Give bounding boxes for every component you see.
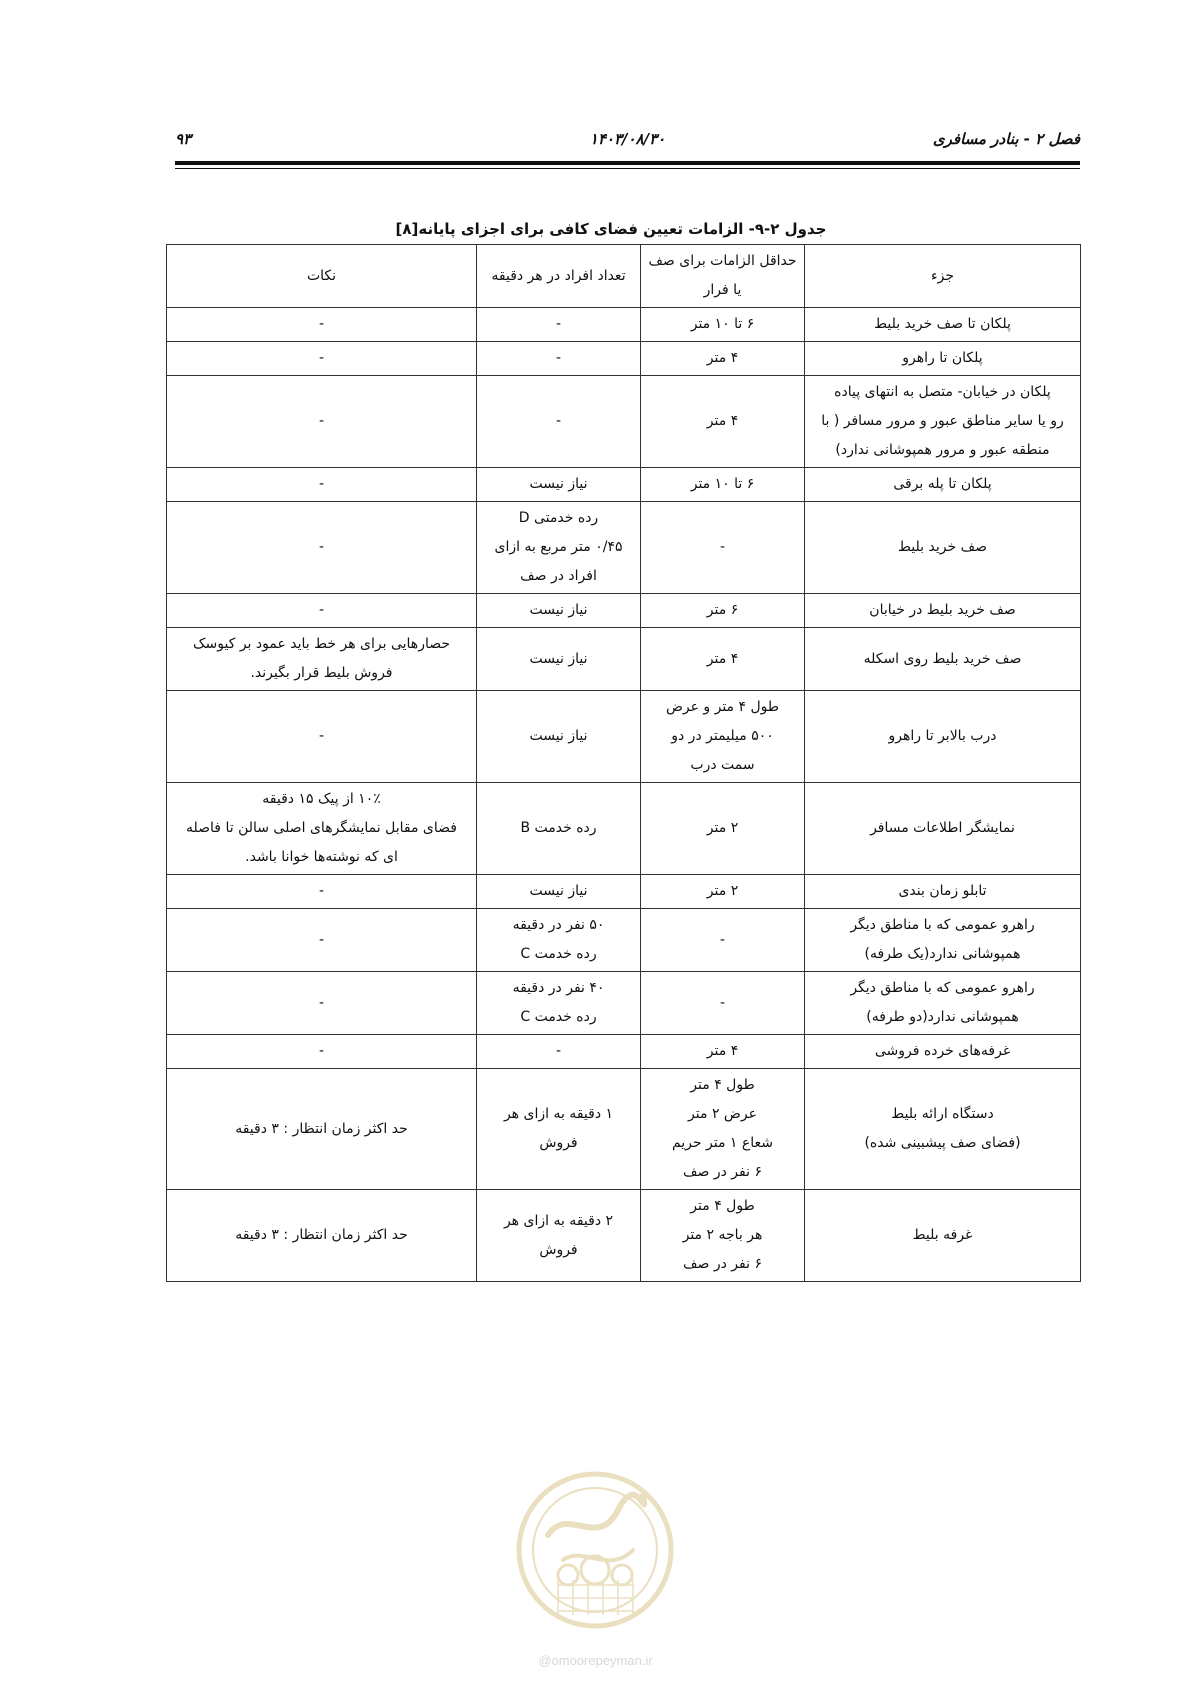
cell-text: ۴ متر (706, 350, 739, 366)
cell-text: همپوشانی ندارد(دو طرفه) (866, 1009, 1019, 1025)
cell-people-per-minute (477, 1190, 641, 1282)
cell-part (805, 628, 1081, 691)
cell-part (805, 342, 1081, 376)
cell-text: صف خرید بلیط (898, 539, 987, 555)
cell-min-requirements (641, 468, 805, 502)
cell-min-requirements (641, 1069, 805, 1190)
cell-notes (167, 1190, 477, 1282)
cell-text: منطقه عبور و مرور همپوشانی ندارد) (835, 442, 1050, 458)
cell-min-requirements (641, 972, 805, 1035)
cell-min-requirements (641, 308, 805, 342)
cell-people-per-minute (477, 308, 641, 342)
cell-people-per-minute (477, 875, 641, 909)
cell-text: شعاع ۱ متر حریم (671, 1135, 774, 1151)
cell-text: رو یا سایر مناطق عبور و مرور مسافر ( با (821, 413, 1064, 429)
cell-notes (167, 783, 477, 875)
cell-min-requirements (641, 376, 805, 468)
table-row (167, 1190, 1081, 1282)
cell-text: پلکان تا پله برقی (893, 476, 992, 492)
table-row (167, 376, 1081, 468)
cell-text: هر باجه ۲ متر (682, 1227, 763, 1243)
cell-text: - (318, 476, 325, 492)
cell-text: رده خدمتی D (518, 510, 599, 526)
cell-text: ۲ متر (706, 820, 739, 836)
cell-people-per-minute (477, 502, 641, 594)
cell-text: - (555, 316, 562, 332)
cell-text: نیاز نیست (529, 602, 588, 618)
cell-text: غرفه‌های خرده فروشی (874, 1043, 1011, 1059)
cell-text: ۶ تا ۱۰ متر (690, 476, 755, 492)
cell-text: - (318, 1043, 325, 1059)
cell-people-per-minute (477, 909, 641, 972)
table-row (167, 691, 1081, 783)
cell-part (805, 972, 1081, 1035)
cell-min-requirements (641, 875, 805, 909)
cell-text: نمایشگر اطلاعات مسافر (870, 820, 1015, 836)
cell-text: ۶ تا ۱۰ متر (690, 316, 755, 332)
cell-text: - (318, 994, 325, 1011)
cell-text: - (318, 931, 325, 948)
table-row (167, 783, 1081, 875)
cell-part (805, 502, 1081, 594)
cell-part (805, 594, 1081, 628)
cell-people-per-minute (477, 376, 641, 468)
cell-text: درب بالابر تا راهرو (888, 728, 997, 744)
header-rule-thin (175, 168, 1080, 169)
cell-text: - (318, 602, 325, 618)
cell-notes (167, 468, 477, 502)
header-people-per-minute: تعداد افراد در هر دقیقه (477, 245, 641, 308)
page-number: ۹۳ (175, 130, 192, 148)
cell-min-requirements (641, 342, 805, 376)
cell-notes (167, 502, 477, 594)
cell-notes (167, 909, 477, 972)
cell-text: پلکان در خیابان- متصل به انتهای پیاده (834, 384, 1051, 400)
cell-text: دستگاه ارائه بلیط (891, 1106, 994, 1122)
cell-people-per-minute (477, 594, 641, 628)
cell-text: ۴ متر (706, 650, 739, 667)
cell-notes (167, 1069, 477, 1190)
cell-text: فروش بلیط قرار بگیرند. (250, 665, 393, 681)
omoorepeyman-logo-icon (508, 1455, 683, 1650)
cell-notes (167, 376, 477, 468)
cell-text: طول ۴ متر (690, 1077, 755, 1093)
table-row (167, 875, 1081, 909)
table-row (167, 308, 1081, 342)
cell-part (805, 909, 1081, 972)
cell-text: فروش (539, 1135, 578, 1151)
watermark (508, 1455, 683, 1675)
requirements-table (166, 244, 1081, 1282)
cell-notes (167, 594, 477, 628)
cell-text: ۲ متر (706, 883, 739, 899)
cell-part (805, 468, 1081, 502)
cell-min-requirements (641, 909, 805, 972)
cell-people-per-minute (477, 1069, 641, 1190)
cell-text: - (318, 413, 325, 429)
cell-text: - (318, 728, 325, 744)
cell-text: پلکان تا صف خرید بلیط (874, 316, 1011, 332)
cell-text: ۶ نفر در صف (683, 1256, 762, 1272)
cell-people-per-minute (477, 972, 641, 1035)
cell-text: همپوشانی ندارد(یک طرفه) (864, 946, 1021, 962)
cell-notes (167, 308, 477, 342)
table-caption: جدول ۲-۹- الزامات تعیین فضای کافی برای اجزای پایانه[۸] (395, 220, 827, 238)
cell-notes (167, 875, 477, 909)
cell-text: - (555, 413, 562, 429)
cell-text: راهرو عمومی که با مناطق دیگر (850, 917, 1035, 933)
cell-text: رده خدمت C (520, 946, 597, 962)
cell-text: سمت درب (690, 757, 755, 773)
table-row (167, 628, 1081, 691)
cell-notes (167, 1035, 477, 1069)
table-row (167, 972, 1081, 1035)
cell-people-per-minute (477, 628, 641, 691)
cell-text: حد اکثر زمان انتظار : ۳ دقیقه (235, 1227, 408, 1243)
table-row (167, 1069, 1081, 1190)
cell-people-per-minute (477, 691, 641, 783)
cell-text: ۰/۴۵ متر مربع به ازای (494, 539, 623, 555)
cell-part (805, 1069, 1081, 1190)
cell-text: ۱۰٪ از پیک ۱۵ دقیقه (262, 791, 381, 807)
cell-text: - (719, 994, 726, 1011)
cell-text: ۶ نفر در صف (683, 1164, 762, 1180)
chapter-title: فصل ۲ - بنادر مسافری (932, 130, 1080, 148)
cell-part (805, 1035, 1081, 1069)
cell-notes (167, 691, 477, 783)
cell-text: فضای مقابل نمایشگرهای اصلی سالن تا فاصله (186, 820, 457, 836)
cell-text: نیاز نیست (529, 883, 588, 899)
table-header-row (167, 245, 1081, 308)
cell-min-requirements (641, 1035, 805, 1069)
cell-text: ای که نوشته‌ها خوانا باشد. (245, 849, 398, 865)
cell-text: ۶ متر (706, 602, 739, 618)
table-row (167, 342, 1081, 376)
cell-text: (فضای صف پیشبینی شده) (864, 1135, 1021, 1151)
cell-text: ۴ متر (706, 413, 739, 429)
cell-part (805, 691, 1081, 783)
cell-text: - (719, 539, 726, 555)
table-row (167, 468, 1081, 502)
cell-text: - (318, 350, 325, 366)
cell-text: حد اکثر زمان انتظار : ۳ دقیقه (235, 1120, 408, 1137)
header-min-requirements: حداقل الزامات برای صف یا فرار (641, 245, 805, 308)
cell-text: - (318, 539, 325, 555)
cell-people-per-minute (477, 342, 641, 376)
cell-text: نیاز نیست (529, 476, 588, 492)
cell-text: ۵۰ نفر در دقیقه (512, 917, 605, 933)
cell-min-requirements (641, 691, 805, 783)
header-date: ۱۴۰۳/۰۸/۳۰ (589, 130, 666, 148)
cell-min-requirements (641, 783, 805, 875)
cell-text: پلکان تا راهرو (902, 350, 983, 366)
cell-text: ۲ دقیقه به ازای هر (503, 1212, 614, 1229)
cell-text: صف خرید بلیط در خیابان (869, 602, 1016, 618)
cell-part (805, 1190, 1081, 1282)
cell-text: صف خرید بلیط روی اسکله (863, 650, 1022, 667)
cell-text: فروش (539, 1241, 578, 1258)
cell-min-requirements (641, 1190, 805, 1282)
cell-people-per-minute (477, 783, 641, 875)
cell-part (805, 376, 1081, 468)
cell-text: رده خدمت C (520, 1009, 597, 1025)
cell-min-requirements (641, 594, 805, 628)
cell-text: - (555, 350, 562, 366)
cell-part (805, 308, 1081, 342)
cell-text: - (318, 316, 325, 332)
cell-text: نیاز نیست (529, 650, 588, 667)
cell-part (805, 783, 1081, 875)
header-part: جزء (805, 245, 1081, 308)
table-row (167, 594, 1081, 628)
cell-min-requirements (641, 502, 805, 594)
page-header (175, 130, 1080, 154)
table-row (167, 909, 1081, 972)
header-notes: نکات (167, 245, 477, 308)
cell-text: طول ۴ متر و عرض (665, 699, 780, 715)
cell-text: رده خدمت B (520, 820, 597, 836)
cell-notes (167, 342, 477, 376)
cell-text: تابلو زمان بندی (898, 883, 987, 899)
table-body (167, 308, 1081, 1282)
cell-text: راهرو عمومی که با مناطق دیگر (850, 980, 1035, 996)
header-rule (175, 161, 1080, 165)
cell-text: طول ۴ متر (690, 1198, 755, 1214)
cell-text: ۴۰ نفر در دقیقه (512, 980, 605, 996)
cell-part (805, 875, 1081, 909)
cell-people-per-minute (477, 468, 641, 502)
cell-text: ۱ دقیقه به ازای هر (503, 1106, 614, 1122)
cell-min-requirements (641, 628, 805, 691)
cell-text: ۴ متر (706, 1043, 739, 1059)
watermark-url: @omoorepeyman.ir (538, 1653, 653, 1668)
cell-text: - (719, 931, 726, 948)
cell-text: حصارهایی برای هر خط باید عمود بر کیوسک (192, 636, 451, 652)
cell-text: غرفه بلیط (912, 1227, 973, 1243)
cell-notes (167, 972, 477, 1035)
cell-text: عرض ۲ متر (688, 1106, 757, 1122)
cell-text: افراد در صف (520, 568, 597, 584)
table-row (167, 1035, 1081, 1069)
cell-notes (167, 628, 477, 691)
cell-text: - (555, 1043, 562, 1059)
cell-text: ۵۰۰ میلیمتر در دو (671, 728, 774, 744)
cell-people-per-minute (477, 1035, 641, 1069)
table-row (167, 502, 1081, 594)
cell-text: نیاز نیست (529, 728, 588, 744)
cell-text: - (318, 883, 325, 899)
